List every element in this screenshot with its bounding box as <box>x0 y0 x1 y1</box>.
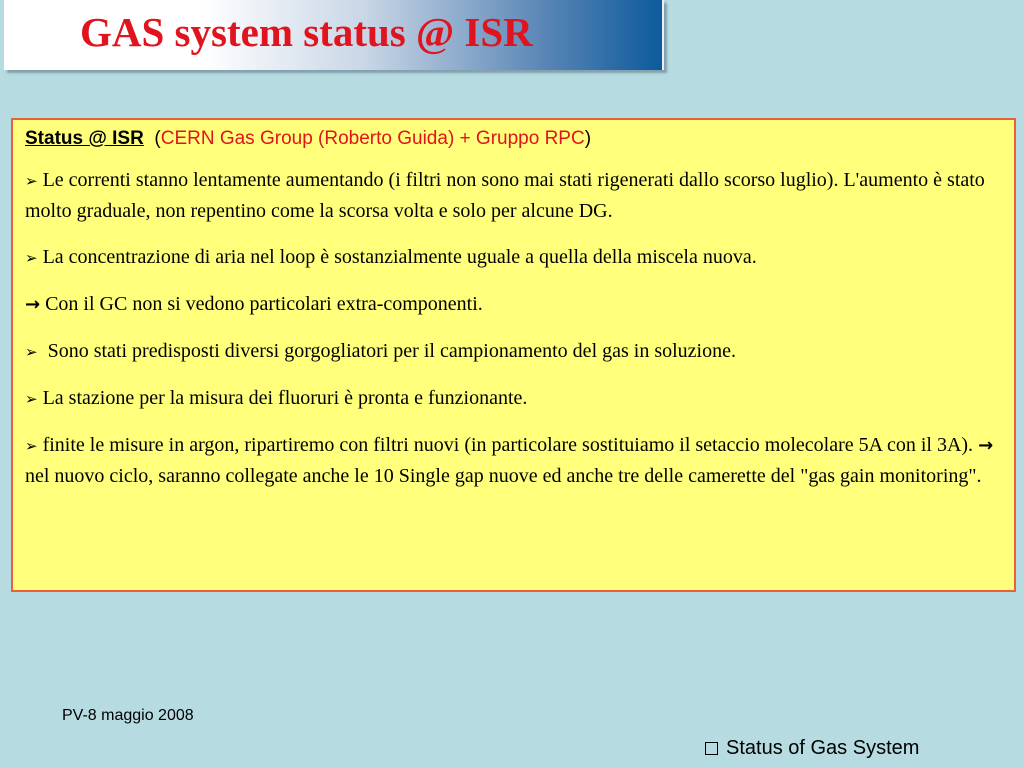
source-close-paren: ) <box>584 128 592 149</box>
arrowhead-bullet-icon: ➢ <box>25 172 38 190</box>
status-item-text: Le correnti stanno lentamente aumentando (i filtri non sono mai stati rigenerati dallo scorso luglio). L'aumento è stato molto graduale, non repentino come la scorsa volta e solo per alcune DG. <box>25 169 985 222</box>
right-arrow-icon: → <box>978 435 994 456</box>
footer-nav-label: Status of Gas System <box>726 737 920 759</box>
arrowhead-bullet-icon: ➢ <box>25 437 38 455</box>
status-item <box>25 336 1002 367</box>
status-item-text: finite le misure in argon, ripartiremo con filtri nuovi (in particolare sostituiamo il setaccio molecolare 5A con il 3A). <box>42 434 974 456</box>
status-item <box>25 242 1002 273</box>
status-item-text: La concentrazione di aria nel loop è sostanzialmente uguale a quella della miscela nuova. <box>42 246 757 268</box>
arrowhead-bullet-icon: ➢ <box>25 249 38 267</box>
source-attribution: CERN Gas Group (Roberto Guida) + Gruppo RPC <box>160 128 585 149</box>
arrowhead-bullet-icon: ➢ <box>25 390 38 408</box>
status-item-text: La stazione per la misura dei fluoruri è pronta e funzionante. <box>42 387 528 409</box>
status-item-text: Sono stati predisposti diversi gorgogliatori per il campionamento del gas in soluzione. <box>47 340 736 362</box>
status-item <box>25 165 1002 226</box>
status-header <box>25 125 1002 153</box>
status-label: Status @ ISR <box>25 128 144 149</box>
status-item <box>25 289 1002 320</box>
status-item <box>25 383 1002 414</box>
source-open-paren: ( <box>154 128 161 149</box>
status-item <box>25 430 1002 491</box>
status-item-text-continued: nel nuovo ciclo, saranno collegate anche le 10 Single gap nuove ed anche tre delle camerette del "gas gain monitoring". <box>25 465 982 487</box>
checkbox-bullet-icon <box>705 742 718 755</box>
arrowhead-bullet-icon: ➢ <box>25 343 38 361</box>
title-banner <box>4 0 664 70</box>
footer-date: PV-8 maggio 2008 <box>62 707 194 724</box>
footer-nav-link[interactable] <box>705 737 919 760</box>
slide-title: GAS system status @ ISR <box>80 9 533 55</box>
status-item-text: Con il GC non si vedono particolari extra-componenti. <box>45 293 483 315</box>
right-arrow-icon: → <box>25 294 41 315</box>
status-content-box <box>11 118 1016 592</box>
